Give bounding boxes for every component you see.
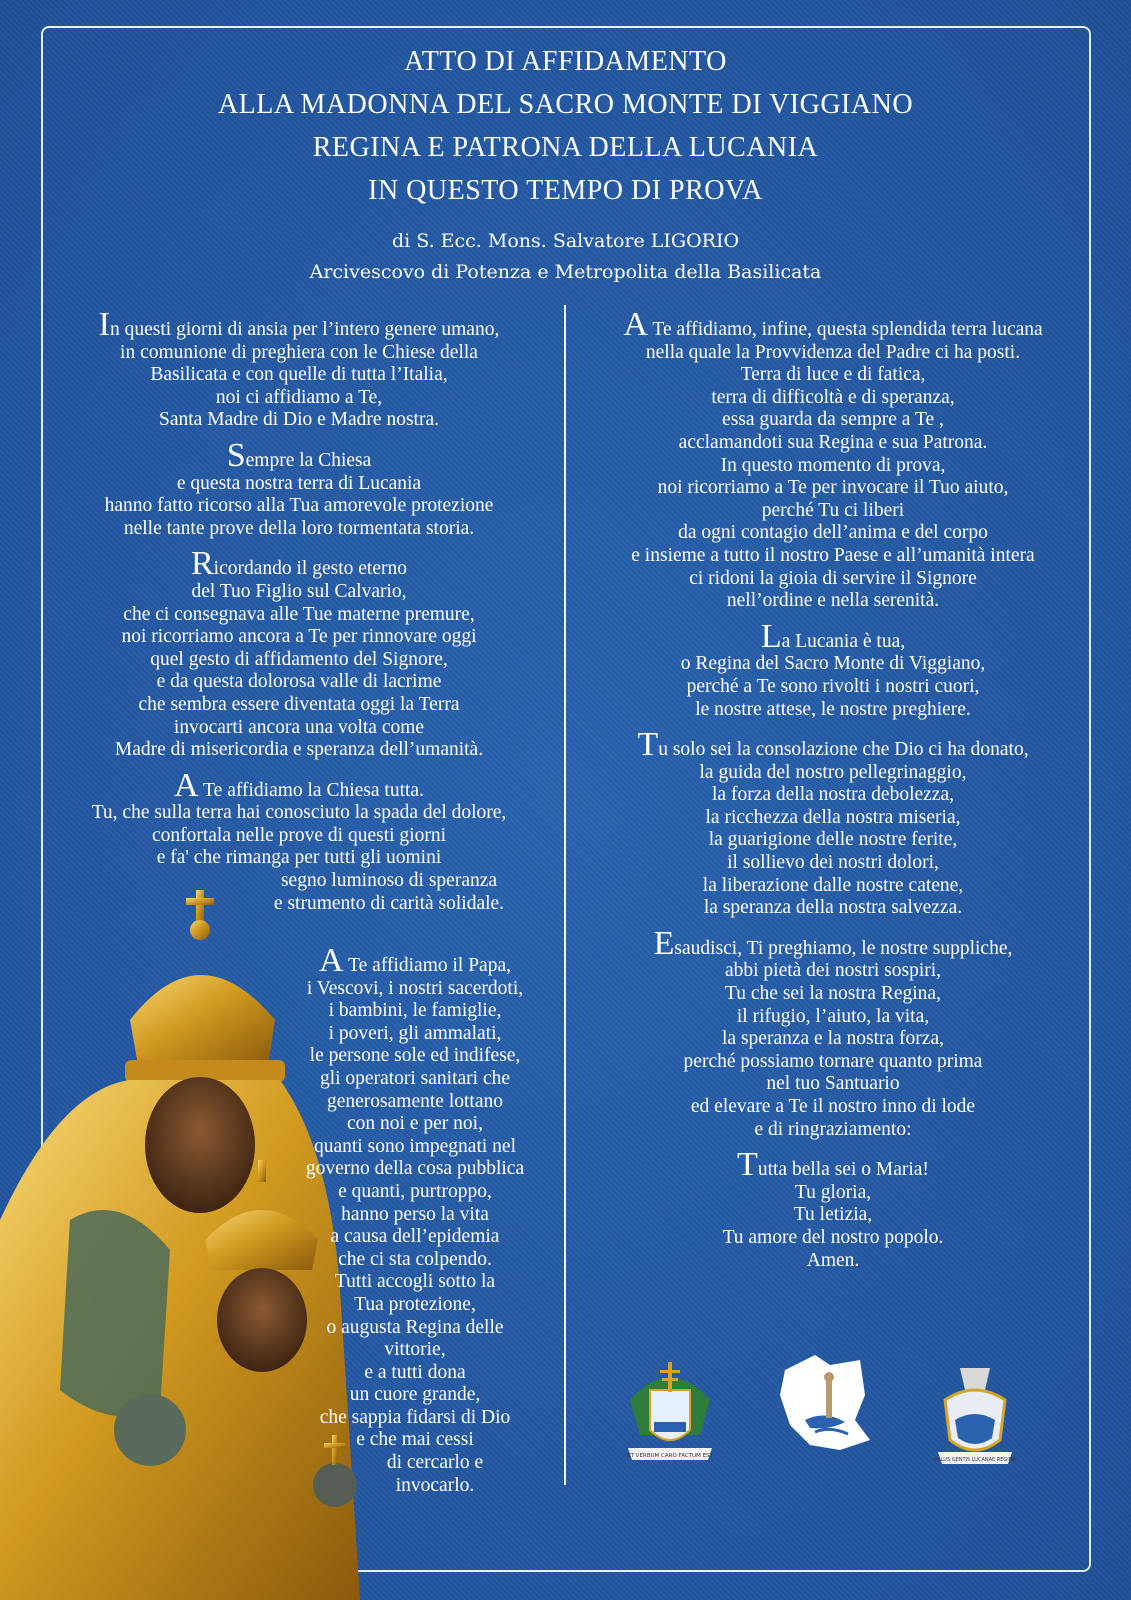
stanza-line: Basilicata e con quelle di tutta l’Italia, [150, 364, 448, 386]
stanza-line: di cercarlo e [386, 1452, 484, 1474]
stanza-line: Tua protezione, [354, 1293, 476, 1315]
stanza-line: Amen. [806, 1249, 860, 1271]
stanza-line: la speranza e la nostra forza, [722, 1028, 944, 1050]
stanza-line: il rifugio, l’aiuto, la vita, [736, 1005, 930, 1027]
papal-coat-of-arms-icon [930, 1360, 1020, 1470]
stanza-line: del Tuo Figlio sul Calvario, [191, 580, 407, 602]
stanza-line: terra di difficoltà e di speranza, [711, 386, 955, 408]
drop-cap: S [226, 436, 246, 474]
drop-cap: A [623, 306, 648, 343]
stanza-line: Madre di misericordia e speranza dell’umanità. [114, 739, 484, 761]
stanza-line: le nostre attese, le nostre preghiere. [695, 698, 971, 720]
stanza-line: con noi e per noi, [347, 1113, 483, 1135]
crests-row [620, 1360, 1040, 1470]
stanza [48, 306, 550, 432]
stanza-line: nella quale la Provvidenza del Padre ci ha posti. [645, 341, 1021, 363]
author [0, 226, 1131, 288]
stanza-line: la liberazione dalle nostre catene, [702, 874, 964, 896]
stanza-line: la forza della nostra debolezza, [712, 784, 954, 806]
stanza-line: e a tutti dona [364, 1361, 466, 1383]
stanza-line: e questa nostra terra di Lucania [176, 472, 422, 494]
stanza [578, 726, 1088, 920]
stanza-line: Ricordando il gesto eterno [190, 545, 407, 583]
stanza-line: Santa Madre di Dio e Madre nostra. [159, 409, 439, 431]
stanza-line: e da questa dolorosa valle di lacrime [156, 671, 442, 693]
stanza-line: un cuore grande, [349, 1384, 481, 1406]
stanza-line: acclamandoti sua Regina e sua Patrona. [678, 431, 988, 453]
stanza [578, 617, 1088, 721]
stanza-line: generosamente lottano [327, 1090, 503, 1112]
stanza-line: e insieme a tutto il nostro Paese e all’umanità intera [631, 544, 1035, 566]
stanza-line: la ricchezza della nostra miseria, [705, 806, 961, 828]
stanza-line: La Lucania è tua, [760, 617, 906, 655]
stanza [48, 436, 550, 540]
stanza [578, 306, 1088, 613]
stanza-line: la guarigione delle nostre ferite, [708, 829, 958, 851]
basilicata-map-icon [770, 1350, 880, 1460]
stanza-line: che sembra essere diventata oggi la Terra [138, 693, 460, 715]
stanza-line: gli operatori sanitari che [319, 1067, 511, 1089]
stanza-line: Sempre la Chiesa [226, 436, 372, 474]
stanza-line: i Vescovi, i nostri sacerdoti, [306, 977, 524, 999]
stanza-line: In questo momento di prova, [720, 454, 946, 476]
stanza-line: Terra di luce e di fatica, [740, 364, 926, 386]
stanza-line: in comunione di preghiera con le Chiese della [120, 341, 478, 363]
stanza-line: e di ringraziamento: [754, 1118, 912, 1140]
stanza-line: Tutta bella sei o Maria! [737, 1146, 929, 1184]
stanza-line: quel gesto di affidamento del Signore, [150, 648, 448, 670]
stanza-line: In questi giorni di ansia per l’intero genere umano, [98, 306, 500, 343]
title-line-2: ALLA MADONNA DEL SACRO MONTE DI VIGGIANO [217, 89, 914, 120]
stanza-line: che sappia fidarsi di Dio [319, 1406, 511, 1428]
stanza-line: i poveri, gli ammalati, [328, 1022, 502, 1044]
stanza-line: Esaudisci, Ti preghiamo, le nostre suppliche, [653, 924, 1013, 962]
author-title: Arcivescovo di Potenza e Metropolita della Basilicata [309, 261, 822, 283]
stanza-line: perché possiamo tornare quanto prima [683, 1050, 983, 1072]
stanza-line: A Te affidiamo il Papa, [319, 942, 511, 979]
stanza-line: i bambini, le famiglie, [328, 1000, 502, 1022]
stanza-line: o Regina del Sacro Monte di Viggiano, [680, 653, 986, 675]
stanza-line: ed elevare a Te il nostro inno di lode [690, 1096, 976, 1117]
title-line-4: IN QUESTO TEMPO DI PROVA [368, 175, 763, 206]
stanza-line: A Te affidiamo, infine, questa splendida terra lucana [623, 306, 1043, 343]
stanza-line: Tu letizia, [793, 1204, 873, 1226]
stanza [48, 545, 550, 761]
stanza-line: segno luminoso di speranza [280, 870, 498, 892]
drop-cap: T [637, 726, 659, 764]
drop-cap: T [737, 1146, 758, 1184]
stanza-line: A Te affidiamo la Chiesa tutta. [174, 766, 424, 804]
stanza-line: che ci sta colpendo. [338, 1248, 492, 1270]
regional-motto: SALUS GENTIS LUCANAE REGINA [934, 1457, 1016, 1463]
stanza-line: abbi pietà dei nostri sospiri, [724, 960, 942, 982]
stanza-line: invocarlo. [395, 1474, 475, 1496]
drop-cap: R [190, 545, 214, 583]
stanza-line: e quanti, purtroppo, [338, 1180, 492, 1202]
stanza-papa [255, 942, 575, 1497]
stanza-line: nell’ordine e nella serenità. [726, 590, 940, 612]
left-column [48, 306, 550, 928]
stanza-line: essa guarda da sempre a Te , [722, 409, 944, 431]
stanza-line: nel tuo Santuario [766, 1073, 900, 1095]
stanza-line: da ogni contagio dell’anima e del corpo [678, 522, 988, 544]
stanza-line: le persone sole ed indifese, [309, 1045, 521, 1067]
stanza-line: a causa dell’epidemia [330, 1226, 500, 1248]
stanza-line: nelle tante prove della loro tormentata storia. [123, 517, 475, 539]
stanza [578, 924, 1088, 1141]
stanza-line: Tu gloria, [794, 1181, 872, 1203]
stanza-line: hanno perso la vita [341, 1203, 489, 1225]
stanza-line: e che mai cessi [356, 1429, 474, 1451]
archbishop-coat-of-arms-icon [620, 1360, 720, 1470]
stanza-line: Tu, che sulla terra hai conosciuto la spada del dolore, [91, 802, 507, 824]
stanza-line: hanno fatto ricorso alla Tua amorevole protezione [104, 495, 494, 517]
title-line-3: REGINA E PATRONA DELLA LUCANIA [312, 132, 819, 163]
drop-cap: L [760, 617, 782, 655]
stanza-line: Tu che sei la nostra Regina, [725, 983, 941, 1005]
stanza-line: Tutti accogli sotto la [334, 1271, 496, 1293]
stanza-line: noi ricorriamo a Te per invocare il Tuo aiuto, [657, 477, 1009, 499]
stanza-line: e fa' che rimanga per tutti gli uomini [156, 847, 442, 869]
title-line-1: ATTO DI AFFIDAMENTO [404, 46, 727, 77]
stanza-line: che ci consegnava alle Tue materne premure, [123, 603, 475, 625]
header [0, 40, 1131, 288]
stanza-line: perché Tu ci liberi [761, 499, 905, 521]
stanza-line: perché a Te sono rivolti i nostri cuori, [686, 675, 980, 697]
stanza-line: noi ci affidiamo a Te, [215, 386, 383, 408]
drop-cap: I [98, 306, 110, 343]
bishop-motto: ET VERBUM CARO FACTUM EST [627, 1453, 713, 1459]
stanza-line: quanti sono impegnati nel [313, 1135, 516, 1157]
stanza-line: invocarti ancora una volta come [173, 716, 425, 738]
right-column [578, 306, 1088, 1285]
drop-cap: A [174, 766, 199, 804]
stanza-line: ci ridoni la gioia di servire il Signore [689, 567, 977, 589]
stanza-line: la guida del nostro pellegrinaggio, [699, 761, 967, 783]
stanza-line: vittorie, [384, 1339, 446, 1361]
author-name: di S. Ecc. Mons. Salvatore LIGORIO [391, 230, 740, 252]
drop-cap: A [319, 942, 344, 979]
stanza-line: il sollievo dei nostri dolori, [727, 852, 939, 874]
stanza-line: o augusta Regina delle [326, 1316, 504, 1338]
stanza-line: governo della cosa pubblica [305, 1158, 525, 1180]
stanza-line: e strumento di carità solidale. [273, 892, 505, 914]
stanza-line: Tu amore del nostro popolo. [722, 1226, 944, 1248]
stanza-line: confortala nelle prove di questi giorni [151, 824, 447, 846]
drop-cap: E [653, 924, 675, 962]
stanza [578, 1146, 1088, 1272]
stanza-line: Tu solo sei la consolazione che Dio ci ha donato, [637, 726, 1029, 764]
stanza-line: noi ricorriamo ancora a Te per rinnovare oggi [121, 626, 477, 648]
stanza-line: la speranza della nostra salvezza. [703, 897, 963, 919]
